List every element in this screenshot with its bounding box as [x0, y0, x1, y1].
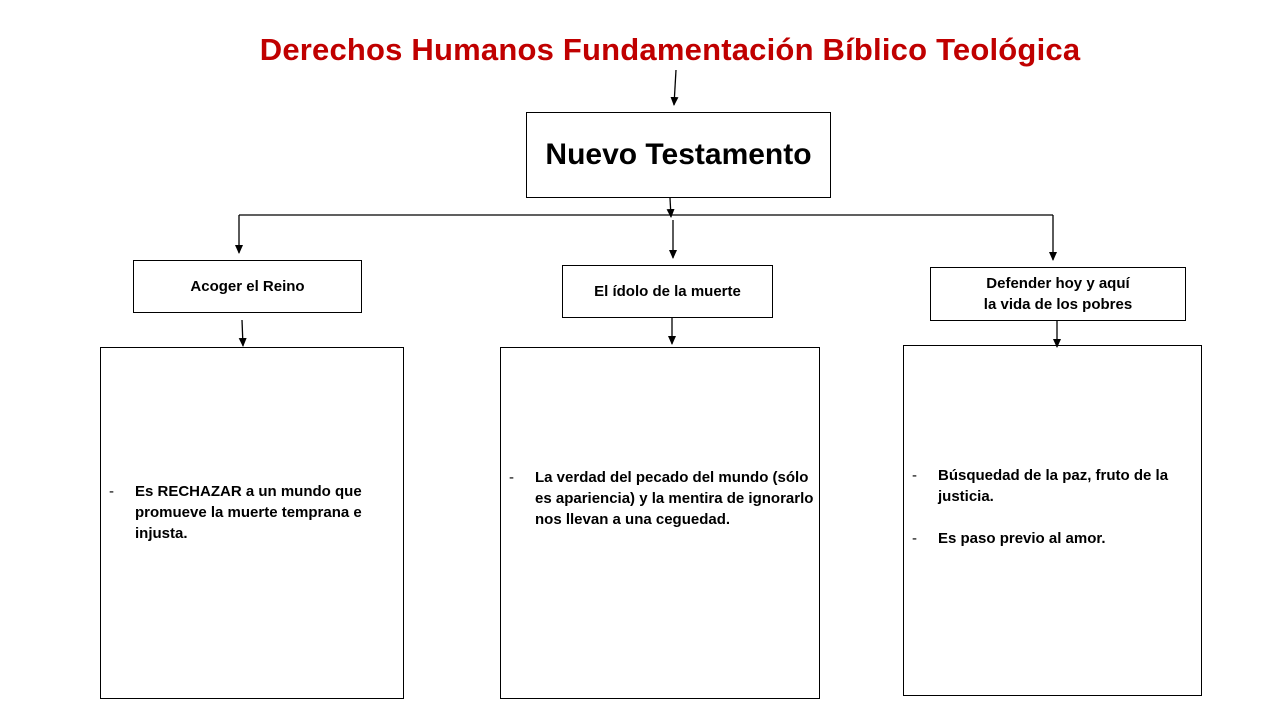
arrow-acoger-detail: [242, 320, 243, 346]
detail-acoger-box: [100, 347, 404, 699]
detail-idolo-point: - La verdad del pecado del mundo (sólo es apariencia) y la mentira de ignorarlo nos llevan a una ceguedad.: [509, 467, 815, 530]
detail-acoger-list: [109, 481, 395, 544]
detail-defender-box: [903, 345, 1202, 696]
branch-acoger-label: Acoger el Reino: [190, 278, 305, 295]
detail-defender-list: [912, 465, 1196, 549]
branch-idolo-label: El ídolo de la muerte: [594, 283, 741, 300]
root-node-box: [526, 112, 831, 198]
branch-acoger-box: [133, 260, 362, 313]
title-to-root-arrow: [674, 70, 676, 105]
root-node-label: Nuevo Testamento: [545, 138, 812, 171]
detail-defender-point-1: - Búsquedad de la paz, fruto de la justicia.: [912, 465, 1196, 507]
root-stub-arrow: [670, 198, 671, 217]
branch-defender-box: [930, 267, 1186, 321]
detail-acoger-point: - Es RECHAZAR a un mundo que promueve la muerte temprana e injusta.: [109, 481, 395, 544]
branch-idolo-box: [562, 265, 773, 318]
detail-idolo-list: [509, 467, 815, 530]
branch-defender-label-line2: la vida de los pobres: [983, 296, 1133, 313]
detail-idolo-box: [500, 347, 820, 699]
detail-defender-point-2: - Es paso previo al amor.: [912, 528, 1196, 549]
branch-defender-label-line1: Defender hoy y aquí: [986, 275, 1130, 292]
diagram-title: Derechos Humanos Fundamentación Bíblico Teológica: [259, 32, 1081, 67]
